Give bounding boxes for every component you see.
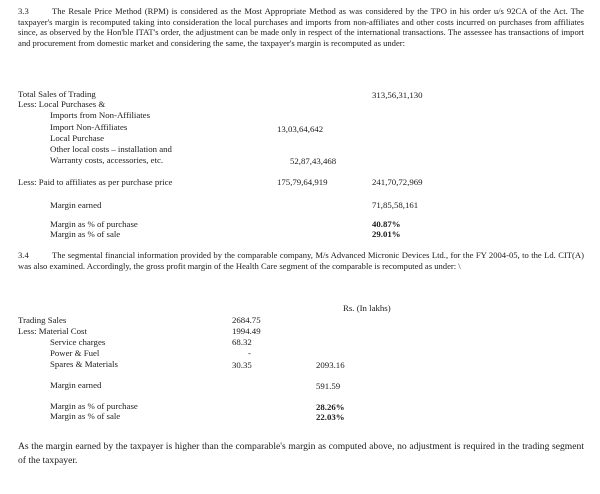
margin-pct-purchase-value: 28.26% — [316, 402, 345, 412]
total-sales-value: 313,56,31,130 — [372, 90, 423, 100]
import-non-affiliates-label: Import Non-Affiliates — [50, 122, 128, 132]
units-label: Rs. (In lakhs) — [343, 303, 391, 313]
margin-pct-sale-label: Margin as % of sale — [50, 229, 121, 239]
spares-materials-value: 30.35 — [232, 360, 252, 370]
local-purchase-label: Local Purchase — [50, 133, 104, 143]
margin-pct-sale-value: 22.03% — [316, 412, 345, 422]
trading-sales-label: Trading Sales — [18, 315, 67, 325]
power-fuel-label: Power & Fuel — [50, 348, 100, 358]
material-cost-value: 1994.49 — [232, 326, 261, 336]
margin-pct-sale-value: 29.01% — [372, 229, 401, 239]
margin-pct-sale-label: Margin as % of sale — [50, 411, 121, 421]
section-3-3-paragraph — [18, 6, 584, 48]
imports-non-affiliates-label: Imports from Non-Affiliates — [50, 110, 151, 120]
margin-pct-purchase-label: Margin as % of purchase — [50, 219, 138, 229]
trading-sales-value: 2684.75 — [232, 315, 261, 325]
total-sales-label: Total Sales of Trading — [18, 89, 96, 99]
spares-materials-label: Spares & Materials — [50, 359, 118, 369]
section-number: 3.4 — [18, 250, 29, 260]
section-number: 3.3 — [18, 6, 29, 16]
margin-earned-value: 591.59 — [316, 381, 341, 391]
margin-pct-purchase-value: 40.87% — [372, 219, 401, 229]
power-fuel-value: - — [248, 348, 251, 358]
import-non-affiliates-value: 13,03,64,642 — [277, 124, 324, 134]
section-text: The Resale Price Method (RPM) is considered as the Most Appropriate Method as was considered by the TPO in his order u/s 92CA of the Act. The taxpayer's margin is recomputed taking into consideration the local purchases and imports from non-affiliates and other costs incurred on purchases from affiliates since, as observed by the Hon'ble ITAT's order, the adjustment can be made only in respect of the international transactions. The assessee has transactions of import and procurement from domestic market and considering the same, the taxpayer's margin is recomputed as under: — [18, 6, 584, 48]
margin-earned-label: Margin earned — [50, 380, 102, 390]
service-charges-value: 68.32 — [232, 337, 252, 347]
warranty-costs-value: 52,87,43,468 — [290, 156, 337, 166]
section-3-4-paragraph — [18, 250, 584, 271]
warranty-costs-label: Warranty costs, accessories, etc. — [50, 155, 164, 165]
paid-to-affiliates-label: Less: Paid to affiliates as per purchase price — [18, 177, 173, 187]
less-local-purchases-label: Less: Local Purchases & — [18, 99, 106, 109]
material-cost-label: Less: Material Cost — [18, 326, 87, 336]
margin-pct-purchase-label: Margin as % of purchase — [50, 401, 138, 411]
margin-earned-label: Margin earned — [50, 200, 102, 210]
service-charges-label: Service charges — [50, 337, 106, 347]
margin-earned-value: 71,85,58,161 — [372, 200, 419, 210]
conclusion-paragraph: As the margin earned by the taxpayer is higher than the comparable's margin as computed above, no adjustment is required in the trading segment of the taxpayer. — [18, 441, 584, 466]
other-local-costs-label: Other local costs – installation and — [50, 144, 172, 154]
section-text: The segmental financial information provided by the comparable company, M/s Advanced Micronic Devices Ltd., for the FY 2004-05, to the Ld. CIT(A) was also examined. Accordingly, the gross profit margin of the Health Care segment of the comparable is recomputed as under: \ — [18, 250, 584, 271]
total-cost-value: 2093.16 — [316, 360, 345, 370]
total-costs-value: 241,70,72,969 — [372, 177, 423, 187]
paid-to-affiliates-value: 175,79,64,919 — [277, 177, 328, 187]
